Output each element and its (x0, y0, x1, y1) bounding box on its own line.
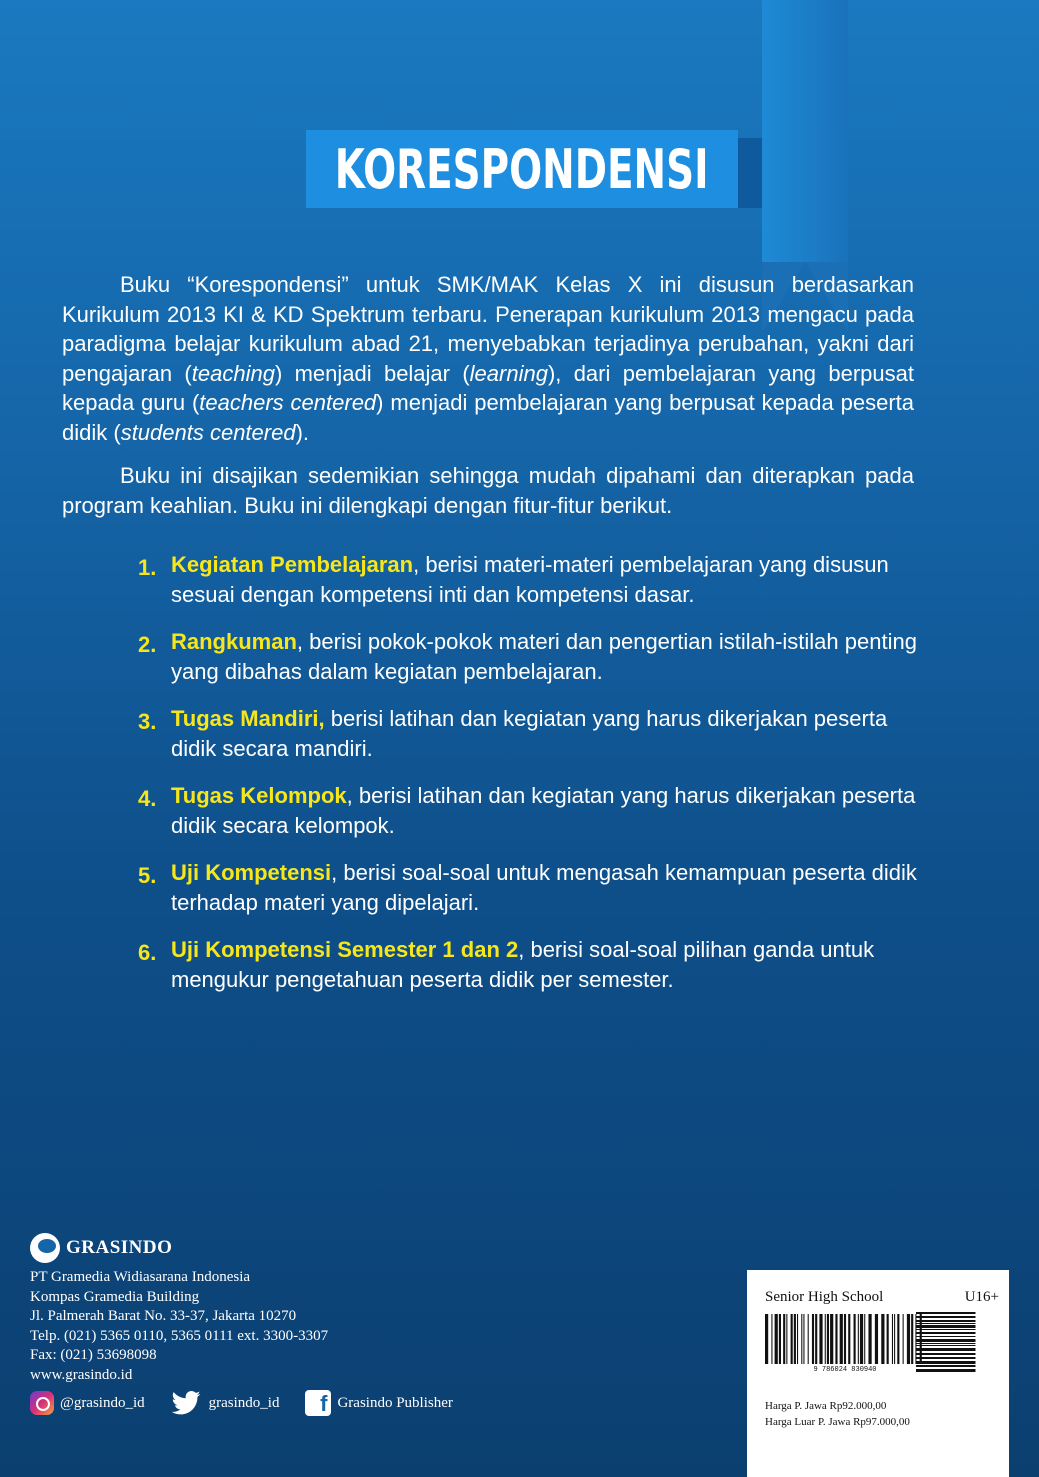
barcode-bar (916, 1329, 976, 1330)
barcode-bar (840, 1314, 843, 1364)
twitter-icon (171, 1391, 201, 1415)
reader-level: Senior High School (765, 1289, 884, 1305)
title-banner (306, 130, 738, 208)
feature-text: , berisi pokok-pokok materi dan pengertian istilah-istilah penting yang dibahas dalam kegiatan pembelajaran. (171, 629, 917, 684)
barcode-bar (897, 1314, 899, 1364)
barcode-bar (854, 1314, 856, 1364)
barcode-bar (916, 1353, 976, 1355)
barcode-bar (844, 1314, 846, 1364)
barcode-bar (916, 1332, 976, 1334)
feature-text: , berisi soal-soal pilihan ganda untuk mengukur pengetahuan peserta didik per semester. (171, 937, 875, 992)
address-line: Kompas Gramedia Building (30, 1288, 200, 1305)
paragraph-text: ), dari pembelajaran yang berpusat kepada guru ( (62, 360, 914, 415)
feature-item (138, 550, 918, 609)
barcode-bar (848, 1314, 850, 1364)
barcode-bar (887, 1314, 889, 1364)
feature-description (171, 627, 918, 686)
barcode-bar (916, 1361, 976, 1364)
barcode-bar (916, 1320, 976, 1322)
barcode-bar (835, 1314, 837, 1364)
italic-term: teaching (191, 360, 275, 386)
barcode-bar (797, 1314, 798, 1364)
feature-number: 5. (138, 863, 157, 888)
price-java: Harga P. Jawa Rp92.000,00 (765, 1400, 887, 1412)
grasindo-logo-icon (30, 1233, 60, 1263)
price-outside-java: Harga Luar P. Jawa Rp97.000,00 (765, 1416, 910, 1428)
facebook-page: Grasindo Publisher (337, 1394, 453, 1411)
barcode-bar (819, 1314, 822, 1364)
feature-list (138, 550, 918, 1012)
paragraph-text: ). (295, 419, 310, 445)
barcode-bar (786, 1314, 787, 1364)
feature-number: 3. (138, 709, 157, 734)
social-twitter[interactable] (171, 1391, 280, 1415)
barcode-bar (916, 1339, 976, 1342)
feature-label: Kegiatan Pembelajaran (171, 552, 414, 577)
instagram-icon (30, 1391, 54, 1415)
barcode-bar (875, 1314, 878, 1364)
barcode-bar (783, 1314, 785, 1364)
feature-text: , berisi latihan dan kegiatan yang harus dikerjakan peserta didik secara kelompok. (171, 783, 916, 838)
barcode-bar (916, 1323, 976, 1324)
isbn-barcode (765, 1314, 925, 1364)
feature-number: 2. (138, 632, 157, 657)
feature-item (138, 935, 918, 994)
barcode-bar (825, 1314, 826, 1364)
feature-description (171, 704, 918, 763)
decorative-ribbon (762, 0, 848, 262)
barcode-bar (765, 1314, 768, 1364)
barcode-bar (903, 1314, 904, 1364)
feature-label: Rangkuman (171, 629, 297, 654)
barcode-bar (779, 1314, 781, 1364)
feature-description (171, 781, 918, 840)
price-info (765, 1398, 910, 1430)
barcode-bar (916, 1369, 976, 1372)
publisher-logo (30, 1230, 530, 1266)
barcode-bar (911, 1314, 913, 1364)
barcode-bar (907, 1314, 910, 1364)
facebook-icon: f (305, 1390, 331, 1416)
barcode-bar (868, 1314, 871, 1364)
publisher-logo-text: GRASINDO (66, 1237, 173, 1259)
barcode-bar (815, 1314, 817, 1364)
feature-label: Tugas Mandiri, (171, 706, 325, 731)
barcode-bar (860, 1314, 863, 1364)
social-facebook[interactable] (305, 1390, 452, 1416)
barcode-bar (881, 1314, 884, 1364)
price-barcode (916, 1312, 984, 1376)
feature-label: Uji Kompetensi Semester 1 dan 2 (171, 937, 519, 962)
barcode-bar (794, 1314, 796, 1364)
barcode-bar (916, 1348, 976, 1351)
feature-item (138, 627, 918, 686)
barcode-bar (894, 1314, 895, 1364)
feature-number: 1. (138, 555, 157, 580)
barcode-bar (916, 1343, 976, 1344)
feature-item (138, 858, 918, 917)
barcode-bar (801, 1314, 802, 1364)
description (62, 270, 914, 534)
paragraph-text: ) menjadi belajar ( (274, 360, 470, 386)
website-line: www.grasindo.id (30, 1366, 133, 1383)
barcode-bar (775, 1314, 778, 1364)
feature-item (138, 781, 918, 840)
twitter-handle: grasindo_id (208, 1394, 280, 1411)
italic-term: learning (469, 360, 548, 386)
book-title: KORESPONDENSI (335, 137, 709, 201)
barcode-bar (916, 1312, 976, 1314)
intro-paragraph-1 (62, 270, 914, 447)
feature-text: , berisi soal-soal untuk mengasah kemampuan peserta didik terhadap materi yang dipelajari. (171, 860, 917, 915)
address-line: PT Gramedia Widiasarana Indonesia (30, 1269, 251, 1285)
intro-paragraph-2: Buku ini disajikan sedemikian sehingga mudah dipahami dan diterapkan pada program keahlian. Buku ini dilengkapi dengan fitur-fitur berikut. (62, 463, 914, 518)
fax-line: Fax: (021) 53698098 (30, 1347, 157, 1364)
paragraph-text: Buku “Korespondensi” untuk SMK/MAK Kelas X ini disusun berdasarkan Kurikulum 2013 KI & KD Spektrum terbaru. Penerapan kurikulum 2013 mengacu pada paradigma belajar kurikulum abad 21, menyebabkan terjadinya perubahan, yakni dari pengajaran ( (62, 272, 914, 386)
feature-description (171, 935, 918, 994)
address-line: Jl. Palmerah Barat No. 33-37, Jakarta 10270 (30, 1308, 297, 1325)
age-rating: U16+ (964, 1289, 999, 1305)
barcode-bar (791, 1314, 793, 1364)
instagram-handle: @grasindo_id (60, 1394, 145, 1411)
paragraph-text: ) menjadi pembelajaran yang berpusat kepada peserta didik ( (62, 390, 914, 445)
italic-term: students centered (120, 419, 296, 445)
barcode-bar (916, 1316, 976, 1318)
barcode-panel (747, 1270, 1009, 1477)
phone-line: Telp. (021) 5365 0110, 5365 0111 ext. 3300-3307 (30, 1327, 329, 1344)
italic-term: teachers centered (199, 390, 377, 415)
feature-description (171, 550, 918, 609)
feature-text: , berisi materi-materi pembelajaran yang disusun sesuai dengan kompetensi inti dan kompetensi dasar. (171, 552, 889, 607)
barcode-bar (808, 1314, 809, 1364)
barcode-bar (916, 1365, 976, 1367)
barcode-bar (916, 1357, 976, 1359)
barcode-bar (812, 1314, 814, 1364)
barcode-bar (916, 1336, 976, 1337)
barcode-bar (916, 1325, 976, 1328)
barcode-bar (830, 1314, 833, 1364)
feature-label: Tugas Kelompok (171, 783, 347, 808)
barcode-bar (771, 1314, 772, 1364)
publisher-info (30, 1230, 530, 1386)
barcode-bar (864, 1314, 865, 1364)
feature-label: Uji Kompetensi (171, 860, 332, 885)
social-links (30, 1390, 479, 1416)
barcode-bar (827, 1314, 829, 1364)
barcode-bar (892, 1314, 893, 1364)
feature-description (171, 858, 918, 917)
barcode-bar (858, 1314, 859, 1364)
feature-number: 6. (138, 940, 157, 965)
barcode-bar (916, 1345, 976, 1346)
feature-item (138, 704, 918, 763)
barcode-bar (803, 1314, 804, 1364)
isbn-number: 9 786024 830940 (813, 1366, 877, 1374)
feature-text: berisi latihan dan kegiatan yang harus dikerjakan peserta didik secara mandiri. (171, 706, 888, 761)
social-instagram[interactable] (30, 1391, 145, 1415)
feature-number: 4. (138, 786, 157, 811)
